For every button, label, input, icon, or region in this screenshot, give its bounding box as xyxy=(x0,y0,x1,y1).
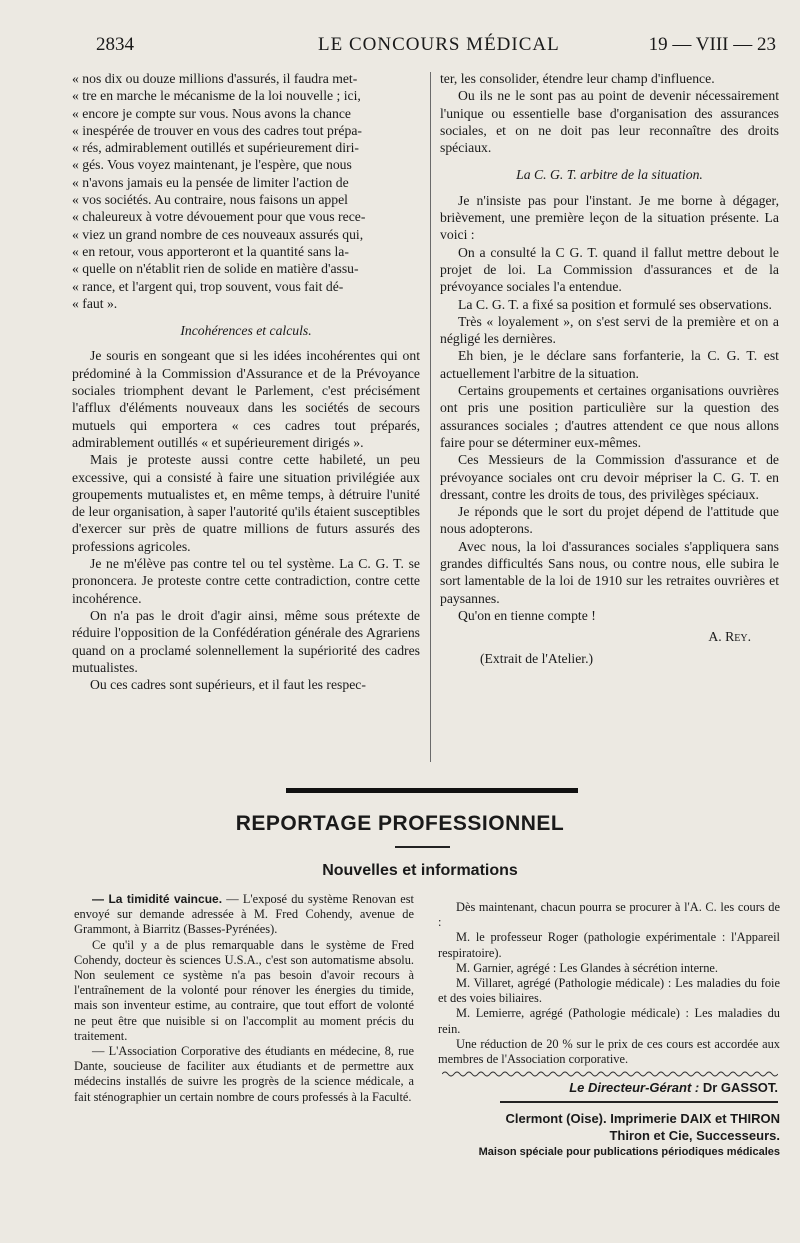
quote-line: « faut ». xyxy=(72,295,118,311)
paragraph: Ou ces cadres sont supérieurs, et il faut les respec- xyxy=(90,677,366,693)
news-item-association: — L'Association Corporative des étudiants en médecine, 8, rue Dante, soucieuse de faciliter aux étudiants et de permettre aux médecins installés de suivre les progrès de la science médicale, a fait sténographier un certain nombre de cours professés à la Faculté. xyxy=(74,1044,414,1104)
course-item: M. Villaret, agrégé (Pathologie médicale) : Les maladies du foie et des voies biliaires. xyxy=(438,976,780,1006)
printer-successors: Thiron et Cie, Successeurs. xyxy=(609,1128,780,1143)
quote-line: « encore je compte sur vous. Nous avons la chance xyxy=(72,105,351,121)
column-divider xyxy=(430,72,431,762)
paragraph: ter, les consolider, étendre leur champ d'influence. xyxy=(440,71,715,86)
news-item-title: — La timidité vaincue. xyxy=(92,892,223,906)
quote-line: « rés, admirablement outillés et supérieurement diri- xyxy=(72,140,359,156)
director-line xyxy=(442,1080,778,1095)
quote-line: « en retour, vous apporteront et la quantité sans la- xyxy=(72,243,349,259)
paragraph: Certains groupements et certaines organisations ouvrières ont pris une position particulière sur la question des assurances sociales ; d'autres attendent ce que nous allons faire pour se déterminer eux-mêmes. xyxy=(440,383,779,450)
paragraph: Je souris en songeant que si les idées incohérentes qui ont prédominé à la Commission d'Assurance et de la Prévoyance sociales triomphent devant le Parlement, c'est précisément l'afflux d'éléments nouveaux dans les sociétés de secours mutuels qui emportera « ces cadres tout préparés, admirablement outillés « et supérieurement dirigés ». xyxy=(72,348,420,450)
page-number: 2834 xyxy=(96,34,134,55)
paragraph: Ces Messieurs de la Commission d'assurance et de prévoyance sociales ont cru devoir mépriser la C. G. T. en dressant, contre les droits de tous, des privilèges spéciaux. xyxy=(440,452,779,502)
paragraph: Qu'on en tienne compte ! xyxy=(458,607,596,623)
news-right-column xyxy=(438,900,780,1067)
paragraph: Je réponds que le sort du projet dépend de l'attitude que nous adopterons. xyxy=(440,504,779,537)
source-note: (Extrait de l'Atelier.) xyxy=(480,650,594,666)
news-left-column xyxy=(74,892,414,1105)
quote-line: « quelle on n'établit rien de solide en matière d'assu- xyxy=(72,261,359,277)
paragraph: La C. G. T. a fixé sa position et formulé ses observations. xyxy=(458,296,772,312)
subheading-cgt: La C. G. T. arbitre de la situation. xyxy=(516,167,703,183)
quote-line: « rance, et l'argent qui, trop souvent, vous fait dé- xyxy=(72,278,344,294)
news-item-text: — L'exposé du système Renovan est envoyé sur demande adressée à M. Fred Cohendy, avenue de Grammont, à Biarritz (Basses-Pyrénées). xyxy=(74,892,414,937)
paragraph: On a consulté la C G. T. quand il fallut mettre debout le projet de loi. La Commission d'assurances et de la prévoyance sociales l'a entendue. xyxy=(440,244,779,295)
quote-line: « tre en marche le mécanisme de la loi nouvelle ; ici, xyxy=(72,88,361,104)
course-item: M. le professeur Roger (pathologie expérimentale : l'Appareil respiratoire). xyxy=(438,930,780,960)
quote-line: « inespérée de trouver en vous des cadres tout prépa- xyxy=(72,122,362,138)
footer-rule xyxy=(500,1101,778,1103)
short-rule xyxy=(395,846,450,848)
course-item: M. Garnier, agrégé : Les Glandes à sécrétion interne. xyxy=(456,960,719,975)
wavy-rule xyxy=(442,1070,778,1078)
paragraph: Mais je proteste aussi contre cette habileté, un peu excessive, qui a consisté à faire une situation privilégiée aux groupements mutualistes et, en même temps, à détruire l'unité de leur organisation, à saper l'autorité qu'ils étaient susceptibles d'exercer sur près de quatre millions de futurs assurés des professions agricoles. xyxy=(72,452,420,554)
quote-line: « vos sociétés. Au contraire, nous faisons un appel xyxy=(72,192,348,208)
left-column xyxy=(72,70,420,693)
printer-specialty: Maison spéciale pour publications périodiques médicales xyxy=(478,1146,780,1158)
paragraph: Avec nous, la loi d'assurances sociales s'appliquera sans grandes difficultés Sans nous, ou contre nous, elle subira le sort lamentable de la loi de 1910 sur les retraites ouvrières et paysannes. xyxy=(440,538,779,606)
paragraph: Ou ils ne le sont pas au point de devenir nécessairement l'unique ou essentielle base d'organisation des assurances sociales, et on ne doit pas leur reconnaître des droits spéciaux. xyxy=(440,88,779,156)
section-title: REPORTAGE PROFESSIONNEL xyxy=(235,812,565,835)
paragraph: Très « loyalement », on s'est servi de la première et on a négligé les dernières. xyxy=(440,313,779,347)
paragraph: Eh bien, je le déclare sans forfanterie, la C. G. T. est actuellement l'arbitre de la situation. xyxy=(440,348,779,381)
section-subtitle: Nouvelles et informations xyxy=(322,862,518,879)
printer-line: Clermont (Oise). Imprimerie DAIX et THIRON xyxy=(505,1111,780,1126)
director-label: Le Directeur-Gérant : xyxy=(569,1080,700,1095)
news-paragraph: Ce qu'il y a de plus remarquable dans le système de Fred Cohendy, docteur ès sciences U.S.A., c'est son automatisme absolu. Non seulement ce système n'a pas besoin d'avoir recours à l'entraînement de la volonté pour rénover les énergies du timide, mais son inventeur estime, au contraire, que tout effort de volonté ne peut être que nuisible si on l'accomplit au moment précis du traitement. xyxy=(74,937,414,1043)
quote-line: « chaleureux à votre dévouement pour que vous rece- xyxy=(72,209,366,225)
quote-line: « n'avons jamais eu la pensée de limiter l'action de xyxy=(72,174,349,190)
subheading-incoherences: Incohérences et calculs. xyxy=(180,323,312,339)
section-bar xyxy=(286,788,578,793)
news-item-timidite xyxy=(74,892,414,938)
printer-block xyxy=(436,1110,780,1161)
director-name: Dr GASSOT. xyxy=(702,1080,778,1095)
right-column xyxy=(440,70,779,667)
quote-line: « nos dix ou douze millions d'assurés, il faudra met- xyxy=(72,71,358,86)
paragraph: Je ne m'élève pas contre tel ou tel système. La C. G. T. se prononcera. Je proteste contre cette contradiction, contre cette incohérence. xyxy=(72,556,420,606)
quote-line: « viez un grand nombre de ces nouveaux assurés qui, xyxy=(72,226,364,242)
paragraph: On n'a pas le droit d'agir ainsi, même sous prétexte de réduire l'opposition de la Confédération générale des Agrariens quand on a proclamé solennellement la supériorité des cadres mutualistes. xyxy=(72,607,420,675)
news-paragraph: Une réduction de 20 % sur le prix de ces cours est accordée aux membres de l'Association corporative. xyxy=(438,1036,780,1067)
quote-line: « gés. Vous voyez maintenant, je l'espère, que nous xyxy=(72,157,352,173)
news-paragraph: Dès maintenant, chacun pourra se procurer à l'A. C. les cours de : xyxy=(438,900,780,930)
quote-block xyxy=(72,70,420,312)
course-item: M. Lemierre, agrégé (Pathologie médicale) : Les maladies du rein. xyxy=(438,1006,780,1036)
page-header xyxy=(96,34,776,58)
paragraph: Je n'insiste pas pour l'instant. Je me borne à dégager, brièvement, une première leçon de la situation présente. La voici : xyxy=(440,192,779,243)
author-signature: A. Rey. xyxy=(708,629,751,645)
journal-title: LE CONCOURS MÉDICAL xyxy=(318,34,560,55)
issue-date: 19 — VIII — 23 xyxy=(648,34,776,55)
